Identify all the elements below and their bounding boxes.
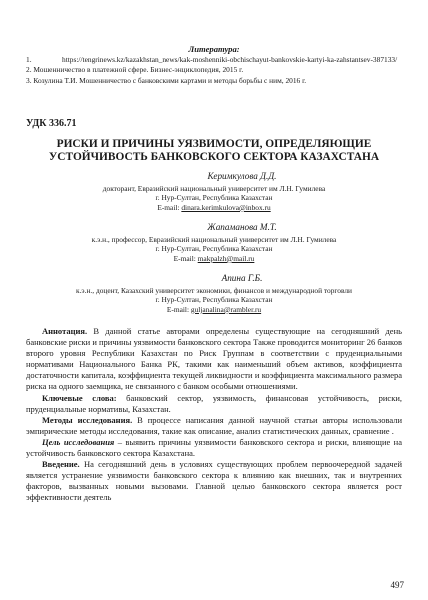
author-name: Жапаманова М.Т. [207,222,277,232]
keywords-lead: Ключевые слова: [42,392,117,403]
methods-paragraph [26,415,402,437]
author-block [0,274,428,314]
author-block [0,223,428,263]
author-block [0,172,428,212]
annotation-paragraph [26,326,402,393]
author-email[interactable]: dinara.kerimkulova@inbox.ru [181,202,271,212]
reference-number: 1. [26,55,32,64]
email-label: E-mail: [166,304,190,314]
annotation-text: В данной статье авторами определены существующие на сегодняшний день банковские риски и причины уязвимости банковского сектора Также проводится мониторинг 26 банков второго уровня Республики Казахстан по Риск Группам в соответствии с пруденциальными нормативами Национального Банка РК, такими как наименьший объем активов, коэффициента достаточности капитала, коэффициента текущей ликвидности и коэффициента максимального размера риска на одного заемщика, не связанного с банком особыми отношениями. [26,326,402,392]
udc-code: УДК 336.71 [26,118,77,129]
goal-lead: Цель исследования [42,436,115,447]
reference-text: Козулина Т.И. Мошенничество с банковскими картами и методы борьбы с ним, 2016 г. [33,75,307,85]
email-label: E-mail: [173,253,196,263]
literature-title: Литература: [188,44,240,54]
page-number: 497 [390,580,404,590]
reference-text: Мошенничество в платежной сфере. Бизнес-энциклопедия, 2015 г. [33,65,244,75]
author-city: г. Нур-Султан, Республика Казахстан [155,244,273,254]
reference-text: https://tengrinews.kz/kazakhstan_news/kak-moshenniki-obchischayut-bankovskie-kartyi-ka-zahstantsev-387133/ [62,55,398,64]
author-affiliation: к.э.н., профессор, Евразийский национальный университет им Л.Н. Гумилева [91,234,337,244]
email-label: E-mail: [157,202,180,212]
author-city: г. Нур-Султан, Республика Казахстан [155,193,273,203]
goal-paragraph [26,437,402,459]
author-affiliation: к.э.н., доцент, Казахский университет экономики, финансов и международной торговли [75,285,352,295]
author-city: г. Нур-Султан, Республика Казахстан [155,295,273,305]
article-body [26,326,402,504]
reference-number: 3. [26,75,32,85]
author-affiliation: докторант, Евразийский национальный университет им Л.Н. Гумилева [102,183,326,193]
author-name: Керимкулова Д.Д. [207,171,277,181]
reference-list [26,55,398,86]
reference-item [26,55,398,65]
author-email[interactable]: guljanalina@rambler.ru [190,304,262,314]
intro-text: На сегодняшний день в условиях существующих проблем первоочередной задачей является устранение уязвимости банковского сектора к влиянию как внешних, так и внутренних факторов, вызванных новыми вызовами. Главной целью банковского сектора является рост эффективности деятель [26,459,402,503]
goal-text: – выявить причины уязвимости банковского сектора и риски, влияющие на устойчивость банковского сектора Казахстана. [26,436,402,459]
reference-item [26,65,398,75]
author-name: Апина Г.Б. [221,273,263,283]
keywords-paragraph [26,393,402,415]
author-email-line [0,203,428,213]
author-email-line [0,305,428,315]
article-title: РИСКИ И ПРИЧИНЫ УЯЗВИМОСТИ, ОПРЕДЕЛЯЮЩИЕ УСТОЙЧИВОСТЬ БАНКОВСКОГО СЕКТОРА КАЗАХСТАНА [48,138,380,163]
author-email[interactable]: makpalzh@mail.ru [197,253,255,263]
methods-text: В процессе написания данной научной статьи авторы использовали эмпирические методы исследования, такие как описание, анализ статистических данных, сравнение . [26,414,402,436]
reference-number: 2. [26,65,32,75]
annotation-lead: Аннотация. [42,326,88,336]
author-email-line [0,254,428,264]
methods-lead: Методы исследования. [42,414,133,425]
keywords-text: банковский сектор, уязвимость, финансовая устойчивость, риски, пруденциальные нормативы, Казахстан. [26,392,402,414]
intro-lead: Введение. [42,459,80,470]
intro-paragraph [26,459,402,503]
reference-item [26,76,398,86]
